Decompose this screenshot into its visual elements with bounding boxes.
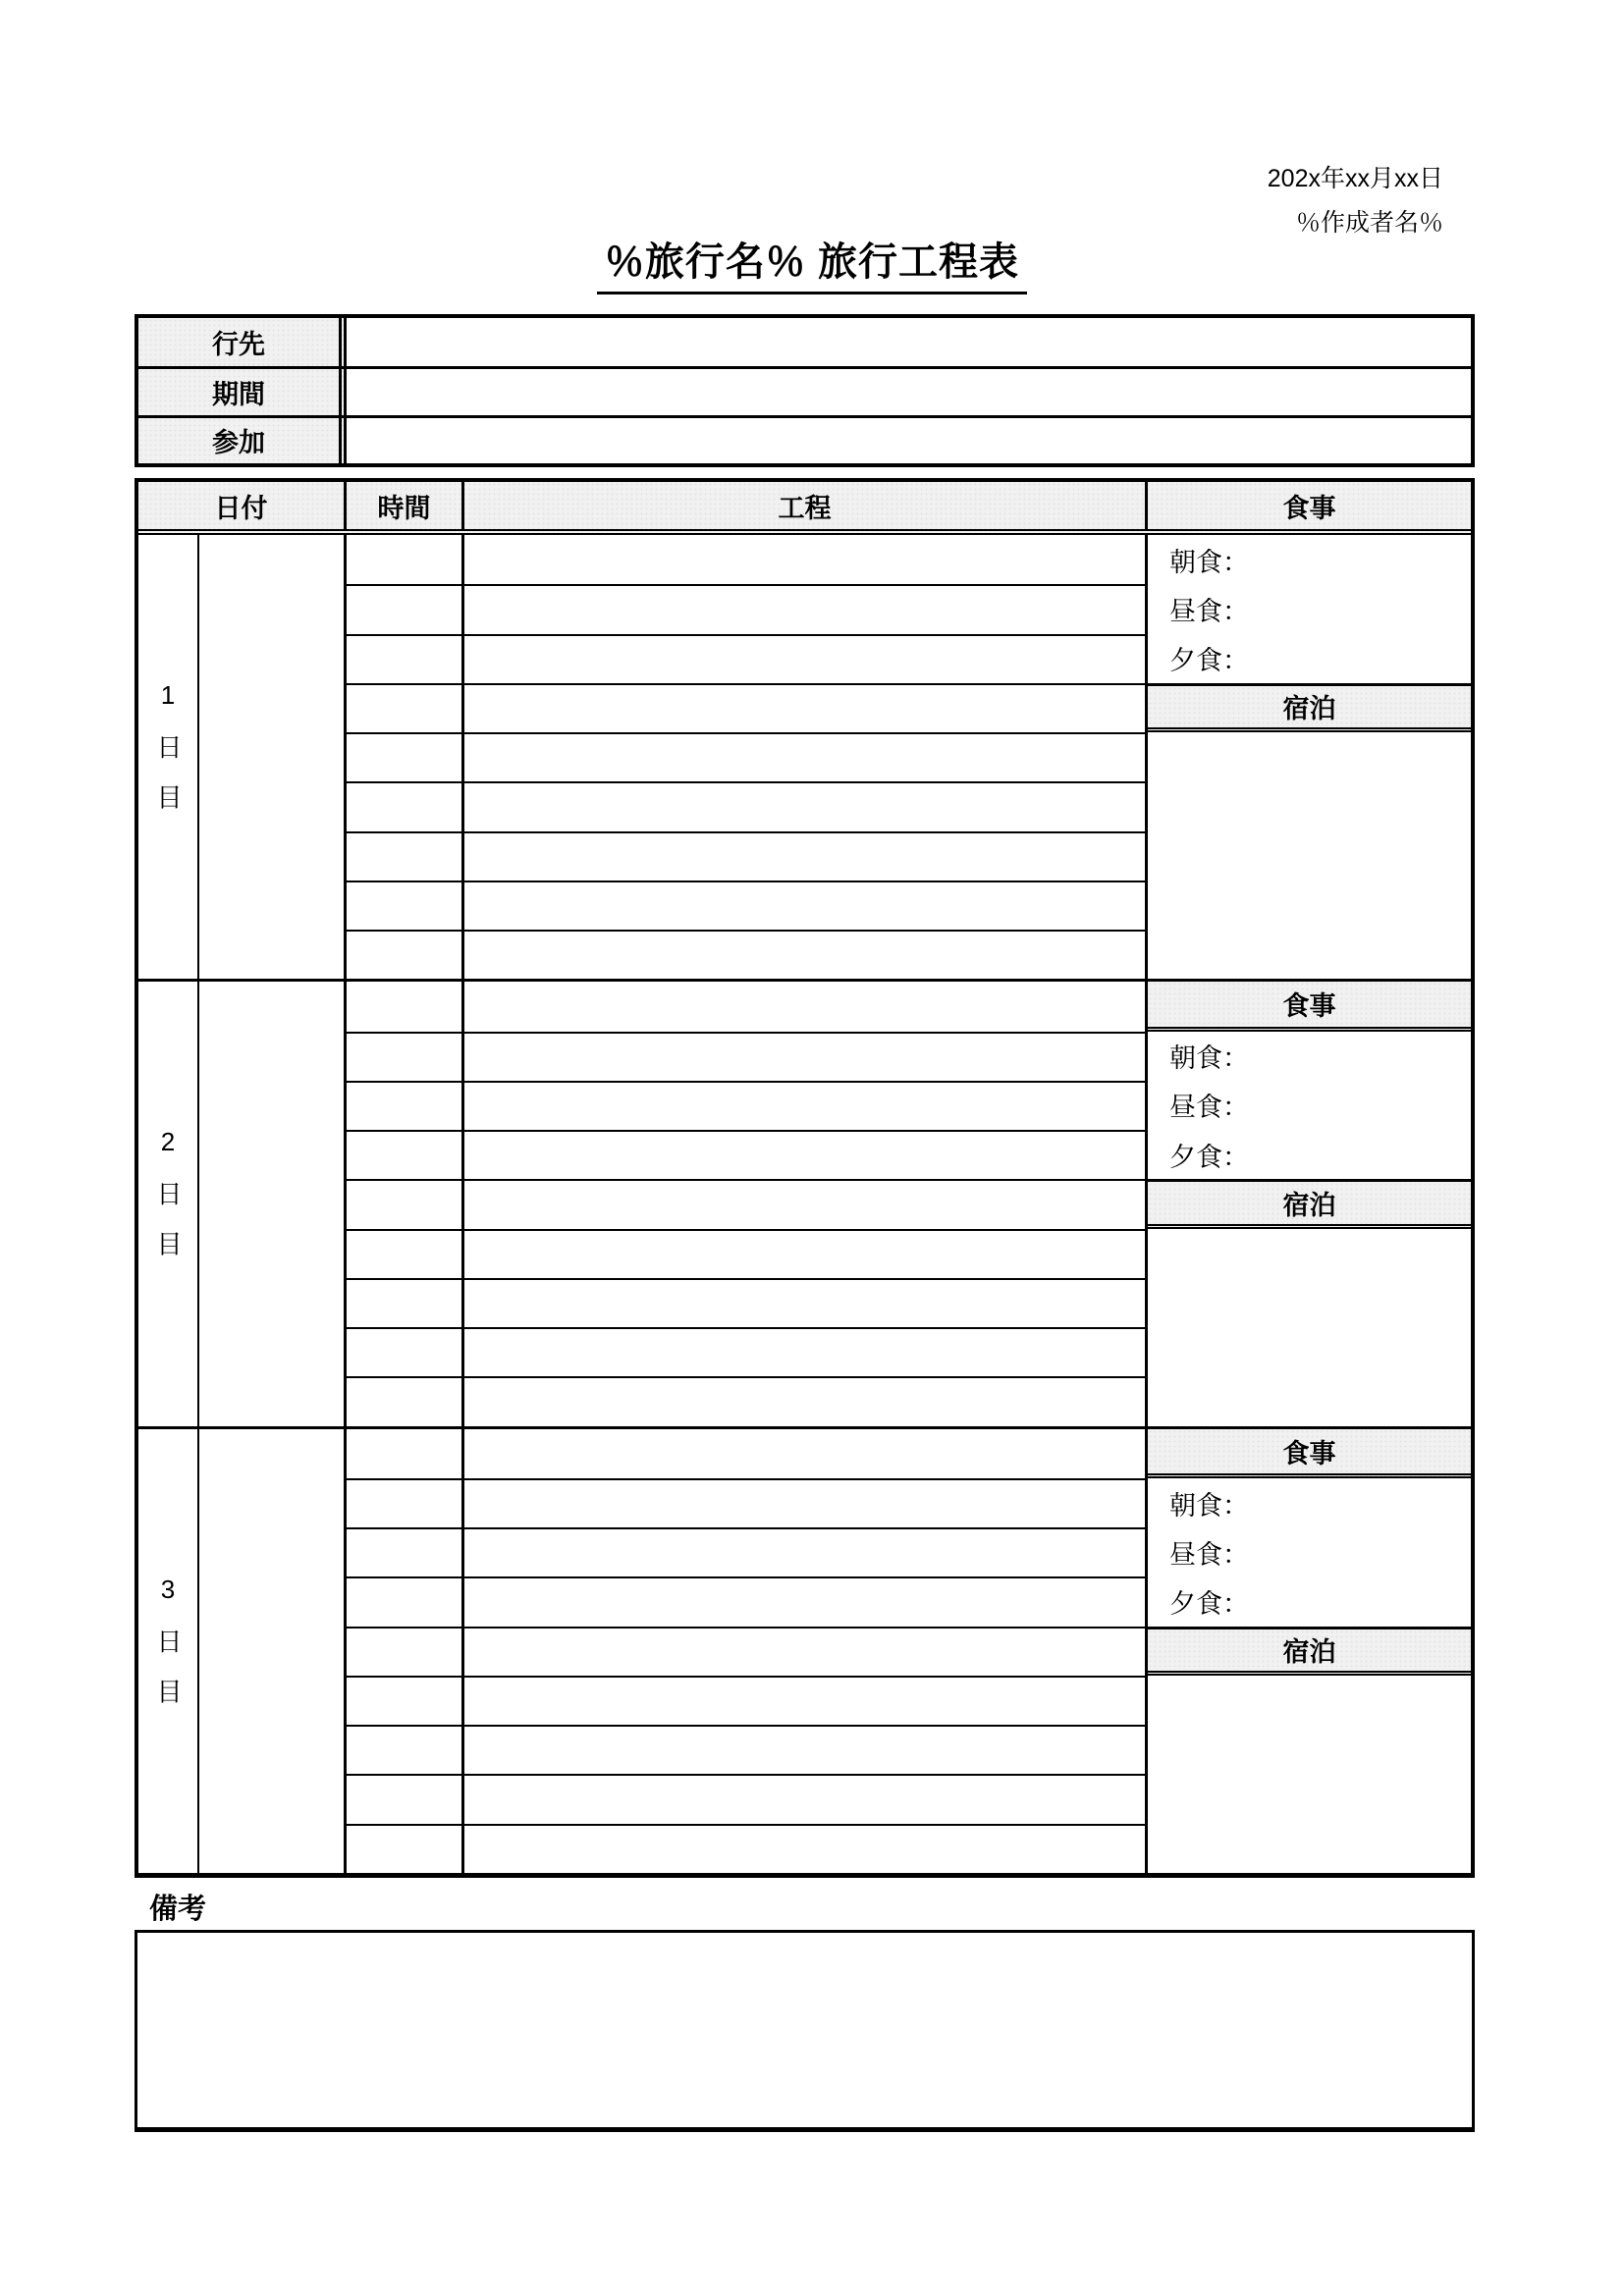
- itinerary-cell[interactable]: [464, 1478, 1148, 1527]
- time-cell[interactable]: [347, 535, 464, 584]
- lodging-cell[interactable]: [1148, 732, 1471, 979]
- meal-dinner-label: 夕食：: [1169, 1142, 1249, 1172]
- lodging-section-header: 宿泊: [1148, 683, 1471, 732]
- lodging-cell[interactable]: [1148, 1229, 1471, 1426]
- meals-cell[interactable]: [1148, 1478, 1471, 1627]
- participants-value-field[interactable]: [347, 418, 1471, 463]
- time-cell[interactable]: [347, 1130, 464, 1179]
- day-block-2: [138, 979, 1471, 1425]
- itinerary-cell[interactable]: [464, 930, 1148, 979]
- time-cell[interactable]: [347, 1824, 464, 1873]
- itinerary-cell[interactable]: [464, 1130, 1148, 1179]
- time-cell[interactable]: [347, 1676, 464, 1725]
- meal-breakfast-label: 朝食：: [1169, 1490, 1249, 1521]
- itinerary-cell[interactable]: [464, 1725, 1148, 1774]
- meal-lunch-label: 昼食：: [1169, 1539, 1249, 1570]
- time-cell[interactable]: [347, 982, 464, 1031]
- page-title: ％旅行名％ 旅行工程表: [597, 231, 1027, 294]
- info-row-destination: [138, 318, 1471, 366]
- time-cell[interactable]: [347, 1725, 464, 1774]
- column-header-itinerary: 工程: [464, 482, 1148, 529]
- trip-info-table: [135, 314, 1475, 467]
- itinerary-cell[interactable]: [464, 1032, 1148, 1081]
- time-cell[interactable]: [347, 1429, 464, 1478]
- itinerary-cell[interactable]: [464, 732, 1148, 781]
- itinerary-cell[interactable]: [464, 1327, 1148, 1376]
- date-cell[interactable]: [199, 1429, 347, 1873]
- info-row-period: [138, 366, 1471, 414]
- itinerary-table-header: [138, 482, 1471, 535]
- participants-label: 参加: [138, 418, 347, 463]
- day-label: 3日目: [153, 1574, 183, 1728]
- itinerary-cell[interactable]: [464, 1179, 1148, 1228]
- column-header-date: 日付: [138, 482, 347, 529]
- time-cell[interactable]: [347, 1229, 464, 1278]
- day-label: 2日目: [153, 1127, 183, 1281]
- creation-date: 202x年xx月xx日: [1267, 165, 1443, 192]
- time-cell[interactable]: [347, 1327, 464, 1376]
- meal-lunch-label: 昼食：: [1169, 1093, 1249, 1123]
- time-cell[interactable]: [347, 1527, 464, 1576]
- meals-section-header: 食事: [1148, 1429, 1471, 1478]
- day-label: 1日目: [153, 680, 183, 834]
- time-cell[interactable]: [347, 831, 464, 881]
- notes-label: 備考: [149, 1894, 207, 1925]
- time-cell[interactable]: [347, 634, 464, 683]
- time-cell[interactable]: [347, 732, 464, 781]
- meal-dinner-label: 夕食：: [1169, 1589, 1249, 1620]
- time-cell[interactable]: [347, 584, 464, 633]
- meals-cell[interactable]: [1148, 535, 1471, 683]
- itinerary-table: [135, 478, 1475, 1878]
- time-cell[interactable]: [347, 1576, 464, 1626]
- itinerary-cell[interactable]: [464, 1627, 1148, 1676]
- itinerary-cell[interactable]: [464, 831, 1148, 881]
- day-blocks: [138, 535, 1471, 1873]
- column-header-meals: 食事: [1282, 493, 1336, 523]
- itinerary-cell[interactable]: [464, 1676, 1148, 1725]
- date-cell[interactable]: [199, 535, 347, 979]
- time-cell[interactable]: [347, 1774, 464, 1823]
- time-cell[interactable]: [347, 781, 464, 830]
- itinerary-cell[interactable]: [464, 781, 1148, 830]
- date-cell[interactable]: [199, 982, 347, 1425]
- time-cell[interactable]: [347, 881, 464, 930]
- time-cell[interactable]: [347, 1478, 464, 1527]
- notes-box[interactable]: [135, 1930, 1475, 2132]
- time-cell[interactable]: [347, 1278, 464, 1327]
- day-label-cell: [138, 1429, 199, 1873]
- title-row: [0, 231, 1624, 294]
- itinerary-cell[interactable]: [464, 1081, 1148, 1130]
- period-label: 期間: [138, 369, 347, 414]
- itinerary-cell[interactable]: [464, 1527, 1148, 1576]
- meal-dinner-label: 夕食：: [1169, 646, 1249, 676]
- meals-section-header: 食事: [1148, 982, 1471, 1031]
- itinerary-cell[interactable]: [464, 683, 1148, 732]
- itinerary-cell[interactable]: [464, 535, 1148, 584]
- meal-breakfast-label: 朝食：: [1169, 547, 1249, 577]
- meals-cell[interactable]: [1148, 1032, 1471, 1180]
- destination-label: 行先: [138, 318, 347, 366]
- meal-lunch-label: 昼食：: [1169, 596, 1249, 626]
- author-name: ％作成者名％: [1295, 209, 1443, 237]
- time-cell[interactable]: [347, 683, 464, 732]
- day-block-3: [138, 1426, 1471, 1873]
- day-label-cell: [138, 535, 199, 979]
- time-cell[interactable]: [347, 1081, 464, 1130]
- lodging-section-header: 宿泊: [1148, 1179, 1471, 1228]
- period-value-field[interactable]: [347, 369, 1471, 414]
- itinerary-cell[interactable]: [464, 1376, 1148, 1425]
- meal-breakfast-label: 朝食：: [1169, 1043, 1249, 1074]
- itinerary-cell[interactable]: [464, 1576, 1148, 1626]
- time-cell[interactable]: [347, 1627, 464, 1676]
- itinerary-cell[interactable]: [464, 881, 1148, 930]
- itinerary-cell[interactable]: [464, 1278, 1148, 1327]
- itinerary-cell[interactable]: [464, 982, 1148, 1031]
- lodging-section-header: 宿泊: [1148, 1627, 1471, 1676]
- itinerary-cell[interactable]: [464, 1774, 1148, 1823]
- column-header-time: 時間: [347, 482, 464, 529]
- time-cell[interactable]: [347, 1376, 464, 1425]
- itinerary-cell[interactable]: [464, 1429, 1148, 1478]
- day-block-1: [138, 535, 1471, 979]
- info-row-participants: [138, 415, 1471, 463]
- destination-value-field[interactable]: [347, 318, 1471, 366]
- itinerary-cell[interactable]: [464, 634, 1148, 683]
- itinerary-cell[interactable]: [464, 1824, 1148, 1873]
- time-cell[interactable]: [347, 1032, 464, 1081]
- itinerary-cell[interactable]: [464, 1229, 1148, 1278]
- itinerary-cell[interactable]: [464, 584, 1148, 633]
- day-label-cell: [138, 982, 199, 1425]
- lodging-cell[interactable]: [1148, 1676, 1471, 1873]
- time-cell[interactable]: [347, 1179, 464, 1228]
- time-cell[interactable]: [347, 930, 464, 979]
